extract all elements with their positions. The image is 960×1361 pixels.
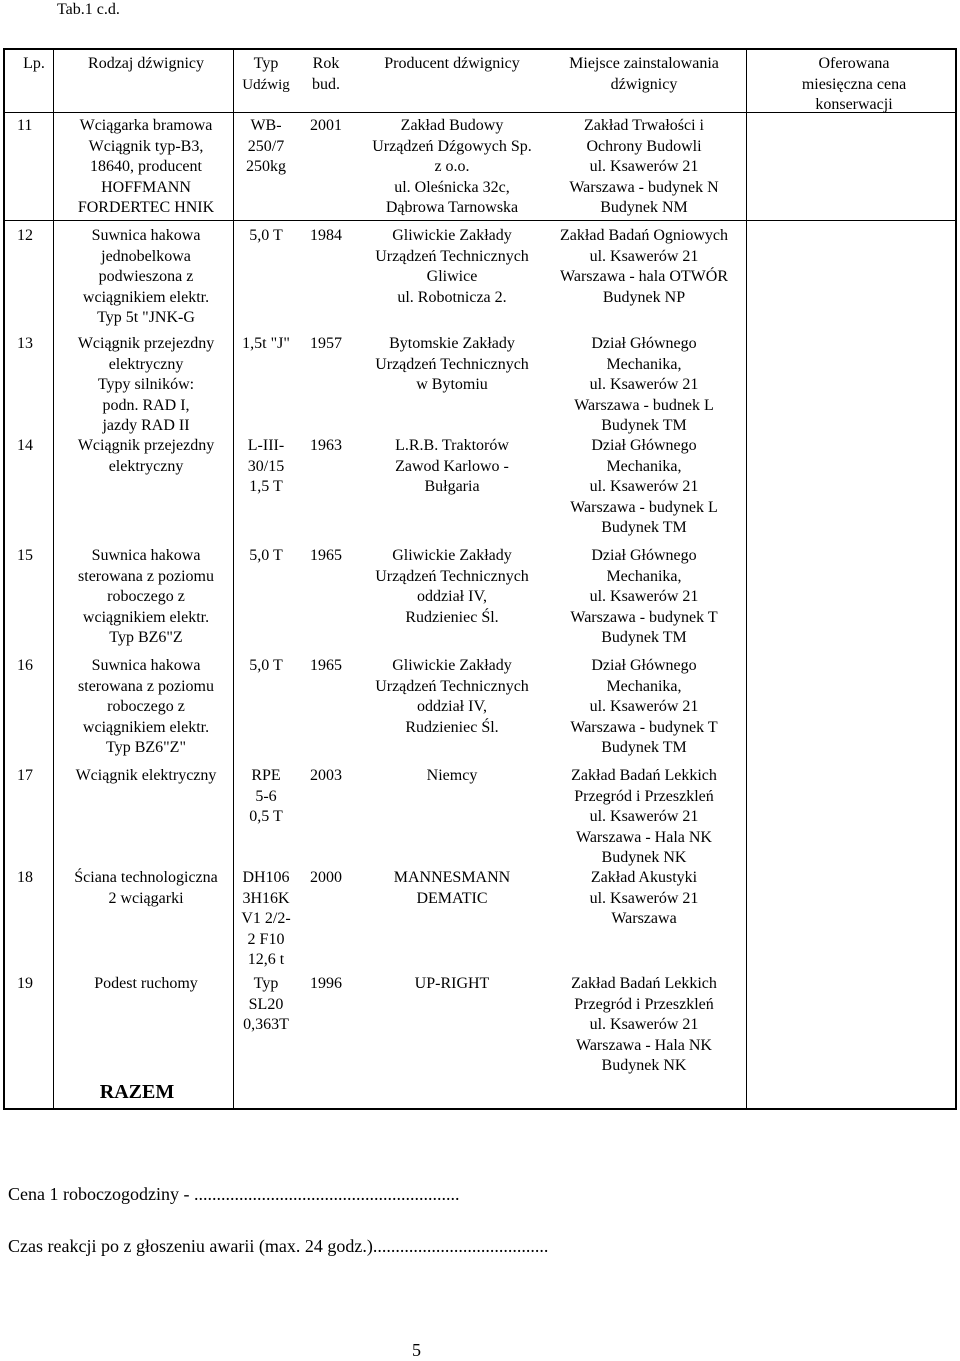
cell-line: Dział Głównego (591, 657, 697, 674)
cell-line: ul. Ksawerów 21 (589, 158, 699, 175)
cell-line: Wciągnik typ-B3, (88, 137, 204, 155)
cell-line: Urządzeń Technicznych (375, 677, 529, 695)
cell-lp (17, 116, 51, 137)
cell-line: HOFFMANN (101, 178, 191, 196)
cell-rok (298, 226, 354, 247)
cell-line: Wciągnik elektryczny (75, 767, 217, 784)
cell-miejsce (545, 436, 743, 539)
cell-line: 5,0 T (249, 227, 283, 244)
cell-line: 250kg (246, 158, 286, 175)
cell-line: Budynek NP (602, 288, 686, 306)
cell-line: ul. Ksawerów 21 (589, 808, 699, 825)
cell-line: 14 (17, 437, 33, 454)
cell-line: L.R.B. Traktorów (395, 437, 509, 454)
header-typ: Typ Udźwig (242, 55, 290, 93)
cell-line: Ochrony Budowli (586, 137, 702, 155)
cell-line: ul. Oleśnicka 32c, (394, 178, 510, 196)
cell-line: Zawod Karlowo - (395, 457, 509, 475)
cell-line: wciągnikiem elektr. (82, 718, 210, 736)
cell-line: Bułgaria (424, 478, 480, 495)
cell-line: Dział Głównego (591, 547, 697, 564)
header-producent: Producent dźwignicy (384, 55, 520, 72)
cell-line: Warszawa - budynek T (570, 608, 718, 626)
cell-line: jazdy RAD II (102, 417, 190, 434)
cell-line: 1,5t "J" (242, 335, 290, 352)
column-divider (746, 50, 747, 1108)
cell-line: Budynek TM (601, 417, 687, 434)
cell-lp (17, 436, 51, 457)
cell-lp (17, 766, 51, 787)
cell-line: 18 (17, 869, 33, 886)
cell-line: Warszawa - budnek L (574, 396, 714, 414)
cell-line: Wciągnik przejezdny (77, 437, 215, 454)
header-miejsce: Miejsce zainstalowania dźwignicy (569, 55, 719, 93)
cell-line: ul. Robotnicza 2. (397, 288, 507, 306)
cell-line: 1963 (310, 437, 342, 454)
cell-line: Gliwickie Zakłady (392, 547, 512, 564)
cell-typ (237, 868, 295, 971)
cell-producent (359, 116, 545, 219)
cell-line: Zakład Akustyki (590, 869, 698, 886)
cell-line: elektryczny (108, 355, 184, 373)
cell-miejsce (545, 546, 743, 649)
cell-line: sterowana z poziomu (78, 677, 214, 695)
cell-line: roboczego z (107, 698, 185, 715)
cell-lp (17, 226, 51, 247)
cell-line: 1996 (310, 975, 342, 992)
cell-line: Typ 5t "JNK-G (97, 309, 195, 326)
cell-line: Dział Głównego (591, 335, 697, 352)
cell-rodzaj (57, 436, 235, 477)
cell-line: z o.o. (434, 158, 470, 175)
cell-line: Zakład Badań Lekkich (571, 975, 717, 992)
cell-line: Typ (253, 975, 279, 992)
cell-line: Warszawa - budynek T (570, 718, 718, 736)
cell-line: RPE (251, 767, 281, 784)
cell-line: Gliwickie Zakłady (392, 657, 512, 674)
cell-line: 5,0 T (249, 547, 283, 564)
cell-line: elektryczny (108, 457, 184, 475)
cell-rok (298, 116, 354, 137)
cell-line: Przegród i Przeszkleń (574, 995, 714, 1013)
cell-line: Urządzeń Dźgowych Sp. (372, 137, 532, 155)
cell-line: Zakład Budowy (400, 117, 504, 134)
cell-producent (359, 436, 545, 498)
cell-line: 17 (17, 767, 33, 784)
cell-producent (359, 656, 545, 738)
cell-line: Warszawa (611, 910, 677, 927)
cell-line: Przegród i Przeszkleń (574, 787, 714, 805)
cell-line: DH106 (242, 869, 290, 886)
cell-line: sterowana z poziomu (78, 567, 214, 585)
cell-miejsce (545, 766, 743, 869)
header-lp: Lp. (23, 55, 45, 72)
cell-rok (298, 766, 354, 787)
cell-line: UP-RIGHT (414, 975, 490, 992)
cell-rok (298, 334, 354, 355)
cell-line: ul. Ksawerów 21 (589, 588, 699, 605)
row-divider (5, 220, 955, 221)
cell-line: V1 2/2- (241, 910, 291, 927)
cell-line: w Bytomiu (416, 376, 488, 393)
cell-line: DEMATIC (416, 889, 488, 907)
cell-line: Mechanika, (606, 457, 682, 475)
cell-rok (298, 436, 354, 457)
cell-line: 30/15 (247, 457, 285, 475)
cell-rok (298, 656, 354, 677)
cell-line: 1957 (310, 335, 342, 352)
cell-miejsce (545, 116, 743, 219)
cell-rok (298, 868, 354, 889)
cell-line: 19 (17, 975, 33, 992)
cell-miejsce (545, 974, 743, 1077)
cell-line: Typy silników: (97, 376, 195, 393)
cell-line: MANNESMANN (393, 869, 511, 886)
cell-producent (359, 226, 545, 308)
price-line: Cena 1 roboczogodziny - ........................................................... (8, 1184, 460, 1204)
cell-line: Rudzieniec Śl. (405, 718, 499, 736)
cell-rodzaj (57, 334, 235, 437)
cell-line: 250/7 (247, 137, 285, 155)
cell-line: oddział IV, (417, 698, 487, 715)
cell-typ (237, 656, 295, 677)
cell-line: wciągnikiem elektr. (82, 608, 210, 626)
table-caption: Tab.1 c.d. (57, 1, 120, 18)
cell-line: Podest ruchomy (94, 975, 198, 992)
cell-line: 5,0 T (249, 657, 283, 674)
cell-line: Mechanika, (606, 567, 682, 585)
cell-line: 0,5 T (249, 808, 283, 825)
cell-line: ul. Ksawerów 21 (589, 376, 699, 393)
cell-line: 2 wciągarki (108, 889, 184, 907)
cell-line: Urządzeń Technicznych (375, 567, 529, 585)
cell-miejsce (545, 868, 743, 930)
cell-producent (359, 766, 545, 787)
cell-line: podn. RAD I, (102, 396, 190, 414)
cell-miejsce (545, 226, 743, 308)
cell-line: Warszawa - Hala NK (576, 828, 712, 846)
cell-line: Budynek NM (600, 199, 688, 216)
cell-line: 12,6 t (247, 951, 285, 968)
cell-typ (237, 974, 295, 1036)
cell-typ (237, 546, 295, 567)
cell-line: Budynek TM (601, 629, 687, 646)
cell-rok (298, 546, 354, 567)
cell-line: Gliwickie Zakłady (392, 227, 512, 244)
cell-line: ul. Ksawerów 21 (589, 478, 699, 495)
cell-line: Warszawa - hala OTWÓR (560, 268, 728, 285)
cell-line: wciągnikiem elektr. (82, 288, 210, 306)
cell-line: Budynek TM (601, 519, 687, 536)
cell-line: Bytomskie Zakłady (389, 335, 515, 352)
cell-typ (237, 436, 295, 498)
cell-line: Mechanika, (606, 355, 682, 373)
cell-typ (237, 226, 295, 247)
cell-lp (17, 868, 51, 889)
cell-typ (237, 116, 295, 178)
cell-line: Warszawa - budynek N (569, 178, 719, 196)
cell-line: FORDERTEC HNIK (77, 199, 215, 216)
cell-line: Typ BZ6"Z" (106, 739, 186, 756)
cell-line: Mechanika, (606, 677, 682, 695)
cell-line: 18640, producent (90, 158, 202, 175)
cell-line: 1965 (310, 547, 342, 564)
header-cena: Oferowana miesięczna cena konserwacji (801, 55, 907, 113)
cell-line: 15 (17, 547, 33, 564)
cell-line: 3H16K (242, 889, 290, 907)
cell-line: ul. Ksawerów 21 (589, 1016, 699, 1033)
cell-typ (237, 334, 295, 355)
cell-line: Suwnica hakowa (91, 227, 201, 244)
cell-rodzaj (57, 868, 235, 909)
cell-line: 2003 (310, 767, 342, 784)
cell-line: Wciągarka bramowa (79, 117, 213, 134)
cell-line: Warszawa - Hala NK (576, 1036, 712, 1054)
cell-rodzaj (57, 546, 235, 649)
cell-line: ul. Ksawerów 21 (589, 247, 699, 265)
cell-line: Wciągnik przejezdny (77, 335, 215, 352)
cell-line: ul. Ksawerów 21 (589, 698, 699, 715)
cell-rok (298, 974, 354, 995)
cell-rodzaj (57, 974, 235, 995)
cell-line: 2 F10 (247, 930, 285, 948)
cell-line: 5-6 (255, 787, 277, 805)
cell-typ (237, 766, 295, 828)
cell-line: roboczego z (107, 588, 185, 605)
cell-producent (359, 546, 545, 628)
cell-line: 12 (17, 227, 33, 244)
cell-lp (17, 334, 51, 355)
column-divider (53, 50, 54, 1108)
cell-line: Suwnica hakowa (91, 547, 201, 564)
cell-line: 0,363T (243, 1016, 289, 1033)
cell-rodzaj (57, 226, 235, 329)
cell-rodzaj (57, 656, 235, 759)
cell-line: Niemcy (426, 767, 478, 784)
cell-line: Urządzeń Technicznych (375, 355, 529, 373)
cell-producent (359, 334, 545, 396)
cell-lp (17, 974, 51, 995)
cell-lp (17, 656, 51, 677)
cell-line: Budynek NK (601, 1057, 687, 1074)
cell-line: 1,5 T (249, 478, 283, 495)
cell-line: oddział IV, (417, 588, 487, 605)
page-number: 5 (412, 1340, 421, 1360)
cell-line: 16 (17, 657, 33, 674)
cell-line: 13 (17, 335, 33, 352)
cell-miejsce (545, 656, 743, 759)
cell-line: 11 (17, 117, 33, 134)
cell-line: ul. Ksawerów 21 (589, 889, 699, 907)
cell-rodzaj (57, 116, 235, 219)
cell-line: Dział Głównego (591, 437, 697, 454)
cell-line: Urządzeń Technicznych (375, 247, 529, 265)
cell-rodzaj (57, 766, 235, 787)
cell-line: jednobelkowa (101, 247, 191, 265)
cell-line: Rudzieniec Śl. (405, 608, 499, 626)
cell-line: L-III- (247, 437, 285, 454)
cell-line: SL20 (248, 995, 284, 1013)
header-rok: Rok bud. (312, 55, 340, 93)
cell-producent (359, 868, 545, 909)
data-table (3, 48, 957, 1110)
cell-line: Suwnica hakowa (91, 657, 201, 674)
cell-line: WB- (250, 117, 282, 134)
cell-line: 1984 (310, 227, 342, 244)
cell-line: podwieszona z (98, 268, 194, 285)
cell-lp (17, 546, 51, 567)
cell-line: Warszawa - budynek L (570, 498, 718, 516)
cell-line: Zakład Badań Ogniowych (560, 227, 728, 244)
cell-line: Gliwice (426, 268, 478, 285)
cell-miejsce (545, 334, 743, 437)
cell-line: 2001 (310, 117, 342, 134)
cell-producent (359, 974, 545, 995)
header-rodzaj: Rodzaj dźwignicy (88, 55, 204, 72)
cell-line: 2000 (310, 869, 342, 886)
total-label: RAZEM (99, 1081, 175, 1103)
cell-line: Budynek TM (601, 739, 687, 756)
reaction-line: Czas reakcji po z głoszeniu awarii (max. 24 godz.)....................................... (8, 1236, 549, 1256)
cell-line: Budynek NK (601, 849, 687, 866)
cell-line: Dąbrowa Tarnowska (385, 199, 519, 216)
cell-line: Zakład Trwałości i (584, 117, 704, 134)
cell-line: Ściana technologiczna (74, 869, 218, 886)
cell-line: Zakład Badań Lekkich (571, 767, 717, 784)
cell-line: Typ BZ6"Z (109, 629, 183, 646)
cell-line: 1965 (310, 657, 342, 674)
